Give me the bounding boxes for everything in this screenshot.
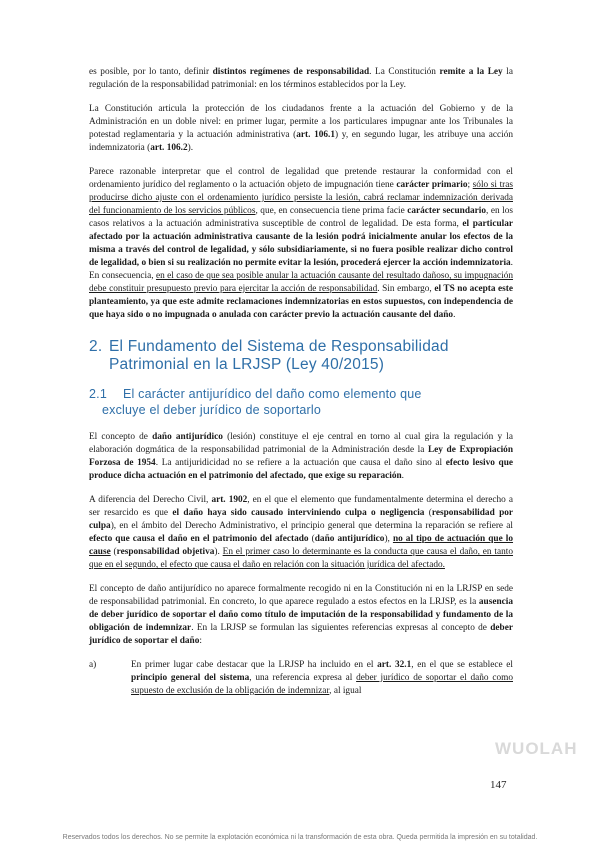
underlined-text: sólo si tras producirse dicho ajuste con el ordenamiento jurídico persiste la lesión, cabrá reclamar indemnización derivada del funcionamiento de los servicios públicos bbox=[89, 180, 513, 216]
text: El concepto de daño antijurídico no aparece formalmente recogido ni en la Constitución ni en la LRJSP en sede de responsabilidad patrimonial. En concreto, lo que aparece regulado a estos efectos en la LRJSP, es la bbox=[89, 584, 513, 607]
text: ), bbox=[384, 534, 393, 544]
text: , en los casos relativos a la actuación administrativa susceptible de control de legalidad. De esta forma, bbox=[89, 206, 513, 229]
bold-text: art. 1902 bbox=[211, 495, 248, 505]
bold-text: ausencia de deber jurídico de soportar el daño como título de imputación de la responsabilidad y fundamento de la obligación de indemnizar bbox=[89, 597, 513, 633]
bold-text: art. 32.1 bbox=[377, 660, 412, 670]
text: ). bbox=[187, 143, 194, 153]
list-marker: a) bbox=[89, 660, 97, 670]
text: . La Constitución bbox=[369, 67, 440, 77]
text: . En consecuencia, bbox=[89, 258, 513, 281]
text: ( bbox=[308, 534, 315, 544]
paragraph-lrjsp bbox=[89, 583, 513, 648]
copyright-footer: Reservados todos los derechos. No se permite la explotación económica ni la transformación de esta obra. Queda permitida la impresión en su totalidad. bbox=[62, 834, 538, 841]
bold-text: el daño haya sido causado interviniendo culpa o negligencia bbox=[172, 508, 425, 518]
wuolah-watermark-logo: WUOLAH bbox=[495, 739, 578, 758]
text: Parece razonable interpretar que el control de legalidad que pretende restaurar la conformidad con el ordenamiento jurídico del reglamento o la actuación objeto de impugnación tiene bbox=[89, 167, 513, 190]
text: : bbox=[199, 636, 202, 646]
text: ). bbox=[214, 547, 223, 557]
text: es posible, por lo tanto, definir bbox=[89, 67, 213, 77]
paragraph-civil-law bbox=[89, 494, 513, 572]
text: , en el que se establece el bbox=[411, 660, 514, 670]
paragraph-legality-control bbox=[89, 166, 513, 322]
paragraph-constitution bbox=[89, 103, 513, 155]
section-number: 2. bbox=[89, 338, 103, 355]
list-item-text bbox=[131, 659, 513, 698]
text: (lesión) constituye el eje central en torno al cual gira la regulación y la elaboración dogmática de la responsabilidad patrimonial de la Administración desde la bbox=[89, 432, 513, 455]
text: . bbox=[401, 471, 404, 481]
bold-text: art. 106.1 bbox=[296, 130, 336, 140]
bold-text: deber jurídico de soportar el daño bbox=[89, 623, 513, 646]
text: . Sin embargo, bbox=[377, 284, 435, 294]
bold-text: carácter secundario bbox=[407, 206, 487, 216]
page-number: 147 bbox=[490, 779, 507, 791]
bold-text: Ley de Expropiación Forzosa de 1954 bbox=[89, 445, 513, 468]
paragraph-damage-concept bbox=[89, 431, 513, 483]
text: ) y, en segundo lugar, les atribuye una acción indemnizatoria ( bbox=[89, 130, 513, 153]
section-title-line2: Patrimonial en la LRJSP (Ley 40/2015) bbox=[109, 356, 385, 373]
bold-text: daño antijurídico bbox=[152, 432, 223, 442]
text: , al igual bbox=[329, 686, 362, 696]
bold-text: responsabilidad objetiva bbox=[116, 547, 215, 557]
list-item bbox=[89, 659, 513, 698]
subsection-number: 2.1 bbox=[89, 387, 107, 401]
page-content bbox=[89, 66, 513, 698]
text: . En la LRJSP se formulan las siguientes referencias expresas al concepto de bbox=[191, 623, 491, 633]
underlined-text: deber jurídico de soportar el daño como supuesto de exclusión de la obligación de indemnizar bbox=[131, 673, 513, 696]
bold-text: remite a la Ley bbox=[439, 67, 503, 77]
bold-text: distintos regímenes de responsabilidad bbox=[212, 67, 370, 77]
bold-text: daño antijurídico bbox=[314, 534, 385, 544]
bold-text: responsabilidad por culpa bbox=[89, 508, 514, 531]
subsection-heading bbox=[89, 386, 513, 418]
paragraph-regimes bbox=[89, 66, 513, 92]
bold-text: el TS no acepta este planteamiento, ya que este admite reclamaciones indemnizatorias en estos supuestos, con independencia de que haya sido o no impugnada o anulada con carácter previo la actuación causante del daño bbox=[89, 284, 513, 320]
text: , en el que el elemento que fundamentalmente determina el derecho a ser resarcido es que bbox=[89, 495, 513, 518]
text: la regulación de la responsabilidad patrimonial: en los términos establecidos por la Ley. bbox=[89, 67, 513, 90]
bold-text: art. 106.2 bbox=[150, 143, 188, 153]
underlined-text: en el caso de que sea posible anular la actuación causante del resultado dañoso, su impugnación debe constituir presupuesto previo para ejercitar la acción de responsabilidad bbox=[89, 271, 513, 294]
text: En primer lugar cabe destacar que la LRJSP ha incluido en el bbox=[131, 660, 378, 670]
text: ; bbox=[467, 180, 473, 190]
text: A diferencia del Derecho Civil, bbox=[89, 495, 212, 505]
subsection-title-line1: El carácter antijurídico del daño como elemento que bbox=[123, 387, 422, 401]
underlined-text: En el primer caso lo determinante es la conducta que causa el daño, en tanto que en el segundo, el efecto que causa el daño en relación con la situación jurídica del afectado. bbox=[89, 547, 514, 570]
text: El concepto de bbox=[89, 432, 153, 442]
text: ( bbox=[424, 508, 432, 518]
subsection-title-line2: excluye el deber jurídico de soportarlo bbox=[102, 403, 322, 417]
bold-text: efecto lesivo que produce dicha actuación en el patrimonio del afectado, que exige su reparación bbox=[89, 458, 513, 481]
bold-text: principio general del sistema bbox=[131, 673, 250, 683]
bold-underlined-text: no al tipo de actuación que lo cause bbox=[89, 534, 514, 557]
section-title-line1: El Fundamento del Sistema de Responsabilidad bbox=[109, 338, 449, 355]
text: ( bbox=[110, 547, 117, 557]
text: La Constitución articula la protección de los ciudadanos frente a la actuación del Gobierno y de la Administración en un doble nivel: en primer lugar, permite a los particulares impugnar ante los Tribunales la potestad reglamentaria y la actuación administrativa ( bbox=[89, 104, 513, 140]
text: ), en el ámbito del Derecho Administrativo, el principio general que determina la reparación se refiere al bbox=[110, 521, 513, 531]
bold-text: efecto que causa el daño en el patrimonio del afectado bbox=[89, 534, 309, 544]
text: , una referencia expresa al bbox=[249, 673, 357, 683]
bold-text: carácter primario bbox=[396, 180, 468, 190]
text: . La antijuridicidad no se refiere a la actuación que causa el daño sino al bbox=[155, 458, 446, 468]
bold-text: el particular afectado por la actuación administrativa causante de la lesión podrá inicialmente anular los efectos de la misma a través del control de legalidad, y sólo subsidiariamente, si no fuera posible realizar dicho control de legalidad, o bien si su realización no permite evitar la lesión, procederá ejercer la acción indemnizatoria bbox=[89, 219, 513, 268]
section-heading bbox=[89, 338, 513, 374]
text: , que, en consecuencia tiene prima facie bbox=[255, 206, 408, 216]
text: . bbox=[453, 310, 456, 320]
